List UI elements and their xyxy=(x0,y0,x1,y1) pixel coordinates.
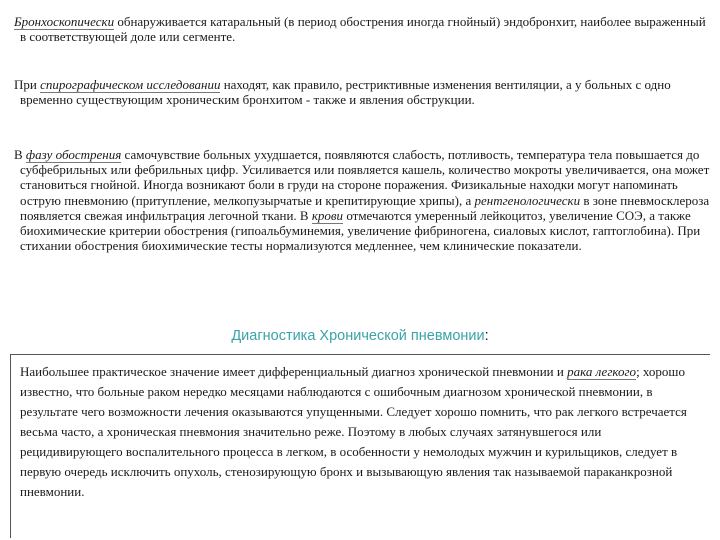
term-spirography: спирографическом исследовании xyxy=(40,77,221,92)
paragraph-text: отмечаются умеренный лейкоцитоз, увеличение СОЭ, а также биохимические критерии обострения (гипоальбуминемия, увеличение фибриногена, сиаловых кислот, гаптоглобина). При стихании обострения биохимические тесты нормализуются медленнее, чем клинические показатели. xyxy=(20,207,701,254)
term-exacerbation-phase: фазу обострения xyxy=(25,147,122,162)
paragraph-text: самочувствие больных ухудшается, появляются слабость, потливость, температура тела повышается до субфебрильных или фебрильных цифр. Усиливается или появляется кашель, количество мокроты увеличивается, она может становиться гнойной. Иногда возникают боли в груди на стороне поражения. Физикальные находки могут напоминать острую пневмонию (притупление, мелкопузырчатые и крепитирующие хрипы), а xyxy=(20,147,710,208)
paragraph-exacerbation xyxy=(14,147,710,253)
term-radiology: рентгенологически xyxy=(474,192,581,208)
section-heading xyxy=(0,328,720,344)
paragraph-differential-diagnosis xyxy=(20,362,706,502)
paragraph-lead: В xyxy=(14,147,26,162)
section-heading-colon: : xyxy=(484,328,489,344)
paragraph-text: обнаруживается катаральный (в период обострения иногда гнойный) эндобронхит, наиболее выраженный в соответствующей доле или сегменте. xyxy=(20,14,706,45)
term-bronchoscopy: Бронхоскопически xyxy=(14,14,115,29)
term-blood: крови xyxy=(311,207,344,223)
paragraph-lead: При xyxy=(14,77,41,92)
paragraph-text: находят, как правило, рестриктивные изменения вентиляции, а у больных с одно временно существующим хроническим бронхитом - также и явления обструкции. xyxy=(20,77,671,108)
paragraph-bronchoscopy xyxy=(14,14,710,44)
section-heading-title: Диагностика Хронической пневмонии xyxy=(231,328,485,344)
paragraph-spirography xyxy=(14,77,710,107)
paragraph-text: Наибольшее практическое значение имеет дифференциальный диагноз хронической пневмонии и xyxy=(20,364,568,379)
term-lung-cancer: рака легкого xyxy=(567,364,637,379)
paragraph-text: ; хорошо известно, что больные раком нередко месяцами наблюдаются с ошибочным диагнозом хронической пневмонии, в результате чего возможности лечения оказываются упущенными. Следует хорошо помнить, что рак легкого встречается весьма часто, а хроническая пневмония значительно реже. Поэтому в любых случаях затянувшегося или рецидивирующего воспалительного процесса в легком, в особенности у немолодых мужчин и курильщиков, следует в первую очередь исключить опухоль, стенозирующую бронх и вызывающую явления так называемой параканкрозной пневмонии. xyxy=(20,364,687,499)
paragraph-text: в зоне пневмосклероза появляется свежая инфильтрация легочной ткани. В xyxy=(20,192,710,223)
